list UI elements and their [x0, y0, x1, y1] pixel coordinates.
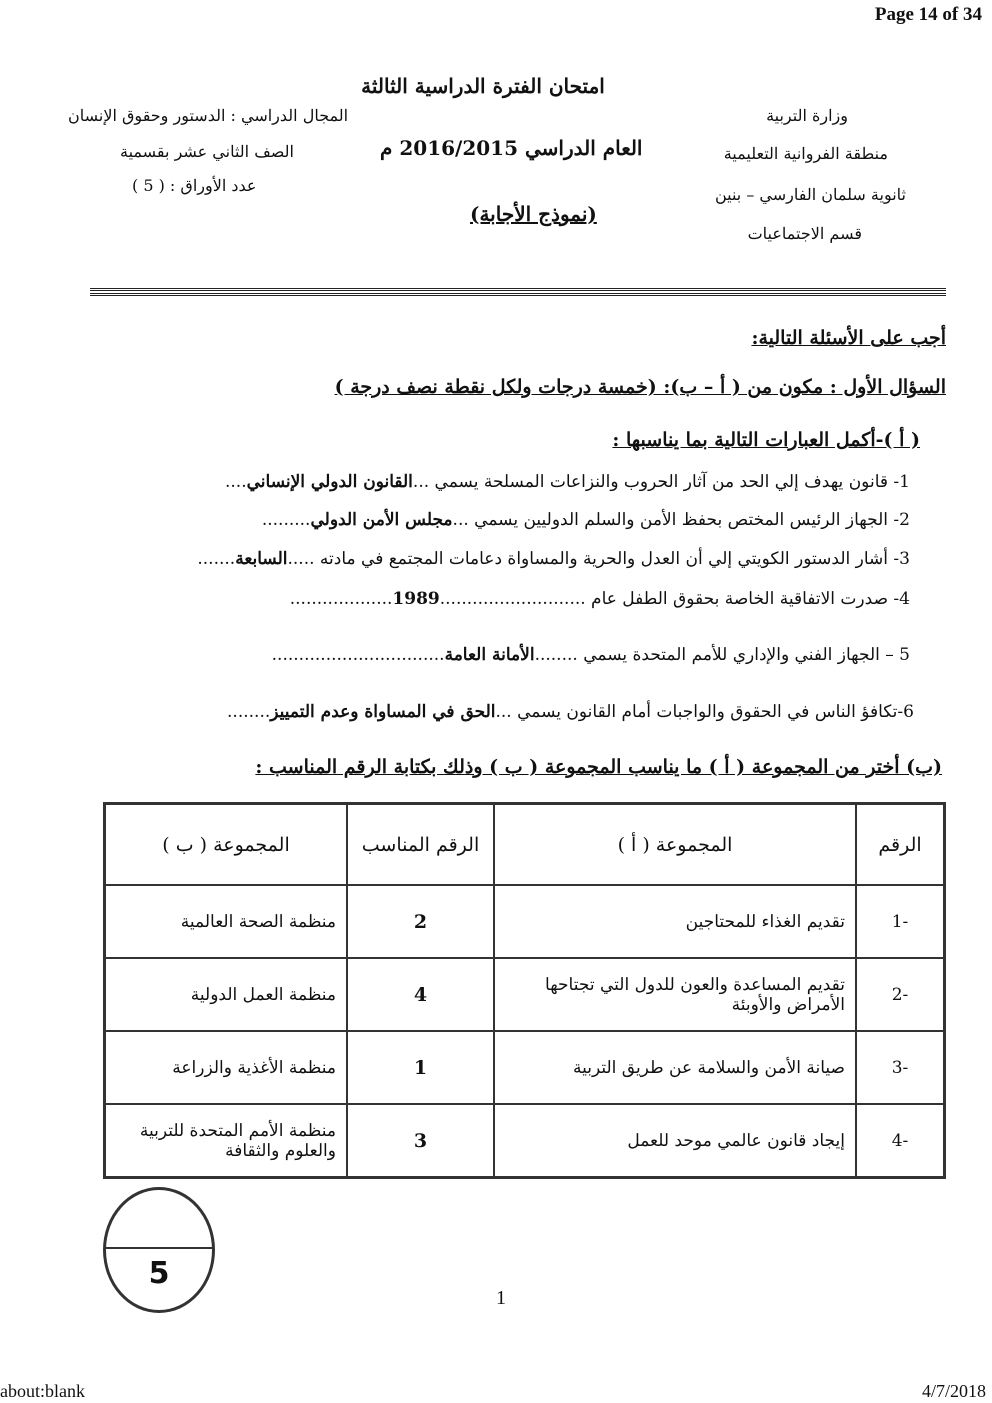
row-number: -3 — [856, 1031, 945, 1104]
group-b-cell: منظمة الصحة العالمية — [105, 885, 348, 958]
question1-heading: السؤال الأول : مكون من ( أ – ب): (خمسة درجات ولكل نقطة نصف درجة ) — [334, 376, 946, 398]
row-number: -2 — [856, 958, 945, 1031]
part-a-heading: ( أ )-أكمل العبارات التالية بما يناسبها : — [612, 429, 920, 451]
item-number: 2- — [893, 510, 910, 530]
item-number: 3- — [893, 549, 910, 569]
answer-model-label: (نموذج الأجابة) — [470, 202, 597, 226]
item-answer: الأمانة العامة — [444, 645, 535, 665]
col-group-a-header: المجموعة ( أ ) — [494, 804, 856, 886]
item-number: 1- — [893, 472, 910, 492]
item-dots: ......... — [261, 510, 311, 530]
header-divider — [90, 288, 946, 296]
department-name: قسم الاجتماعيات — [747, 224, 862, 243]
score-circle — [103, 1187, 215, 1313]
item-text: الجهاز الرئيس المختص بحفظ الأمن والسلم الدوليين يسمي ... — [452, 510, 889, 530]
fill-item — [290, 589, 910, 609]
item-text: أشار الدستور الكويتي إلي أن العدل والحرية والمساواة دعامات المجتمع في مادته ..... — [287, 549, 889, 569]
exam-title: امتحان الفترة الدراسية الثالثة — [361, 74, 605, 98]
item-number: 6- — [897, 702, 914, 722]
group-a-cell: إيجاد قانون عالمي موحد للعمل — [494, 1104, 856, 1178]
item-number: 5 – — [885, 645, 910, 665]
academic-year: العام الدراسي 2016/2015 م — [380, 136, 643, 160]
col-group-b-header: المجموعة ( ب ) — [105, 804, 348, 886]
group-a-cell: تقديم المساعدة والعون للدول التي تجتاحها الأمراض والأوبئة — [494, 958, 856, 1031]
score-value: 5 — [148, 1256, 170, 1291]
col-match-header: الرقم المناسب — [347, 804, 494, 886]
item-text: قانون يهدف إلي الحد من آثار الحروب والنزاعات المسلحة يسمي ... — [412, 472, 889, 492]
footer-url: about:blank — [0, 1381, 85, 1401]
item-dots: .... — [224, 472, 247, 492]
item-text: الجهاز الفني والإداري للأمم المتحدة يسمي ........ — [534, 645, 880, 665]
item-dots: ................................ — [271, 645, 445, 665]
group-a-cell: صيانة الأمن والسلامة عن طريق التربية — [494, 1031, 856, 1104]
item-answer: الحق في المساواة وعدم التمييز — [270, 702, 496, 722]
match-number-cell: 2 — [347, 885, 494, 958]
group-b-cell: منظمة العمل الدولية — [105, 958, 348, 1031]
item-answer: مجلس الأمن الدولي — [310, 510, 453, 530]
item-answer: 1989 — [392, 589, 440, 609]
score-divider — [106, 1247, 212, 1249]
page-label: Page 14 of 34 — [874, 4, 982, 25]
row-number: -4 — [856, 1104, 945, 1178]
item-dots: ........ — [227, 702, 271, 722]
table-row — [105, 958, 945, 1031]
col-number-header: الرقم — [856, 804, 945, 886]
grade-field: الصف الثاني عشر بقسمية — [120, 142, 294, 161]
region-name: منطقة الفروانية التعليمية — [723, 144, 888, 163]
ministry-name: وزارة التربية — [766, 106, 848, 125]
part-b-heading: (ب) أختر من المجموعة ( أ ) ما يناسب المجموعة ( ب ) وذلك بكتابة الرقم المناسب : — [255, 756, 942, 778]
page-number: 1 — [496, 1287, 506, 1309]
fill-item — [225, 472, 910, 492]
fill-item — [227, 702, 914, 722]
sheet-count: عدد الأوراق : ( 5 ) — [132, 176, 257, 195]
match-number-cell: 1 — [347, 1031, 494, 1104]
item-answer: السابعة — [235, 549, 288, 569]
subject-field: المجال الدراسي : الدستور وحقوق الإنسان — [68, 106, 349, 125]
fill-item — [197, 549, 910, 569]
match-number-cell: 3 — [347, 1104, 494, 1178]
group-b-cell: منظمة الأمم المتحدة للتربية والعلوم والثقافة — [105, 1104, 348, 1178]
item-dots: ................... — [289, 589, 393, 609]
row-number: -1 — [856, 885, 945, 958]
item-answer: القانون الدولي الإنساني — [246, 472, 413, 492]
table-row — [105, 885, 945, 958]
group-a-cell: تقديم الغذاء للمحتاجين — [494, 885, 856, 958]
fill-item — [262, 510, 910, 530]
footer-date: 4/7/2018 — [921, 1381, 986, 1401]
table-header-row — [105, 804, 945, 886]
school-name: ثانوية سلمان الفارسي – بنين — [714, 185, 906, 204]
group-b-cell: منظمة الأغذية والزراعة — [105, 1031, 348, 1104]
table-row — [105, 1104, 945, 1178]
item-dots: ....... — [197, 549, 236, 569]
match-number-cell: 4 — [347, 958, 494, 1031]
table-row — [105, 1031, 945, 1104]
matching-table — [103, 802, 946, 1179]
item-text: صدرت الاتفاقية الخاصة بحقوق الطفل عام ........................... — [439, 589, 889, 609]
instructions: أجب على الأسئلة التالية: — [751, 327, 946, 349]
item-number: 4- — [893, 589, 910, 609]
fill-item — [272, 645, 910, 665]
item-text: تكافؤ الناس في الحقوق والواجبات أمام القانون يسمي ... — [495, 702, 898, 722]
